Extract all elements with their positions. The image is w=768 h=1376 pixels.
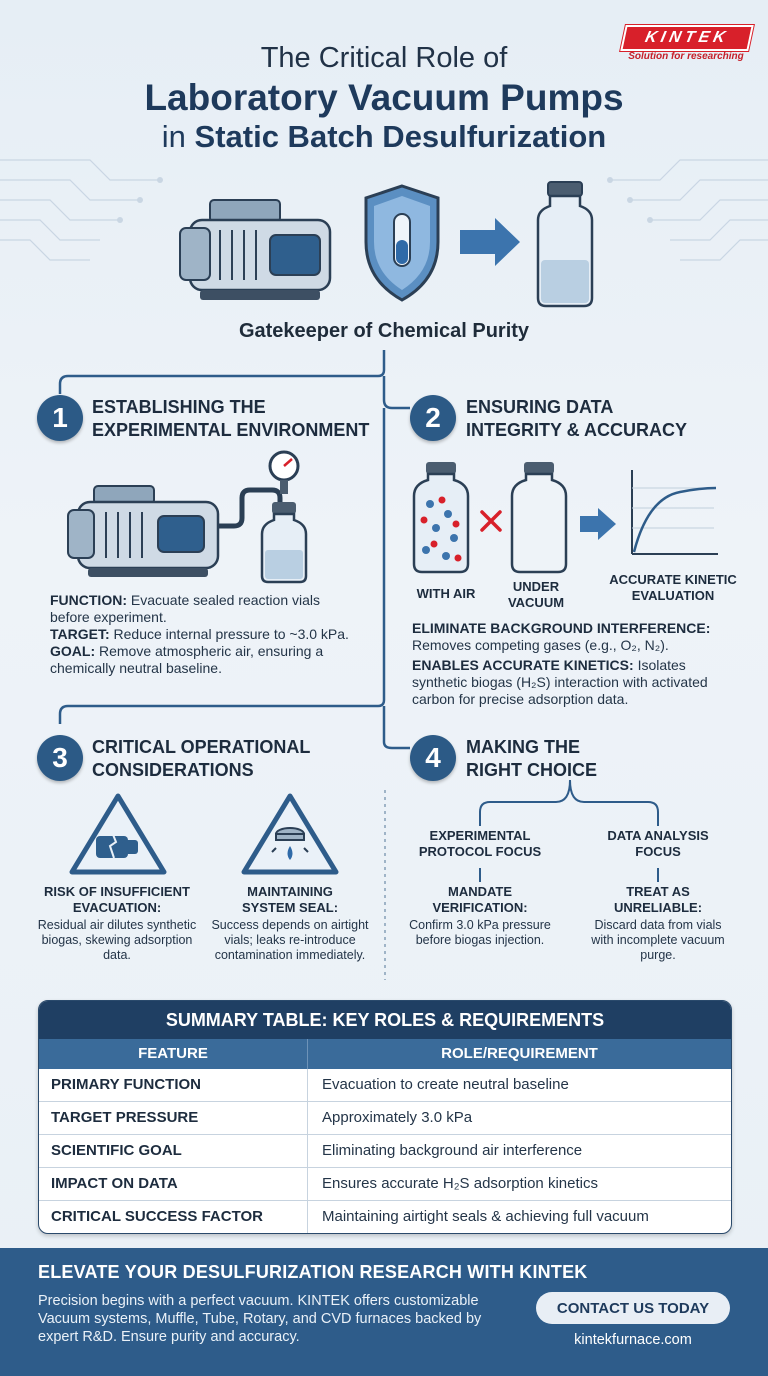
- branch-1-text: Confirm 3.0 kPa pressure before biogas injection.: [409, 918, 551, 947]
- risk-2-text: Success depends on airtight vials; leaks re-introduce contamination immediately.: [211, 918, 369, 962]
- arrow-right-icon: [460, 218, 520, 266]
- table-row: SCIENTIFIC GOAL Eliminating background air interference: [39, 1135, 731, 1168]
- kinetic-curve-icon: [632, 470, 718, 554]
- branch-2-text: Discard data from vials with incomplete vacuum purge.: [591, 918, 725, 962]
- branch-2-label: TREAT AS UNRELIABLE:: [613, 884, 703, 915]
- summary-table-title: SUMMARY TABLE: KEY ROLES & REQUIREMENTS: [39, 1001, 731, 1039]
- branch-2-heading: DATA ANALYSIS FOCUS: [607, 828, 709, 859]
- summary-table: [38, 1000, 732, 1234]
- section-3-number: 3: [37, 735, 83, 781]
- table-row: CRITICAL SUCCESS FACTOR Maintaining airtight seals & achieving full vacuum: [39, 1201, 731, 1233]
- header-role-requirement: ROLE/REQUIREMENT: [441, 1045, 598, 1062]
- section-1-details: FUNCTION: Evacuate sealed reaction vials before experiment. TARGET: Reduce internal pressure to ~3.0 kPa. GOAL: Remove atmospheric air, ensuring a chemically neutral baseline.: [50, 592, 349, 676]
- contact-us-button[interactable]: CONTACT US TODAY: [536, 1292, 730, 1324]
- section-3-title: CRITICAL OPERATIONAL CONSIDERATIONS: [92, 737, 311, 780]
- footer-title: ELEVATE YOUR DESULFURIZATION RESEARCH WITH KINTEK: [38, 1262, 588, 1282]
- risk-2-label: MAINTAINING SYSTEM SEAL:: [241, 884, 339, 915]
- arrow-right-icon: [580, 508, 616, 540]
- section-1-number: 1: [37, 395, 83, 441]
- warning-pump-icon: [66, 790, 170, 878]
- risk-1-text: Residual air dilutes synthetic biogas, skewing adsorption data.: [37, 918, 197, 962]
- title-line-3: in Static Batch Desulfurization: [161, 119, 607, 154]
- vacuum-pump-icon: [68, 486, 218, 577]
- risk-1-label: RISK OF INSUFFICIENT EVACUATION:: [44, 884, 190, 915]
- section-4-title: MAKING THE RIGHT CHOICE: [466, 737, 598, 780]
- hero-subtitle: Gatekeeper of Chemical Purity: [238, 320, 530, 342]
- kintek-logo: KINTEK: [620, 25, 754, 51]
- section-4-number: 4: [410, 735, 456, 781]
- section-1-title: ESTABLISHING THE EXPERIMENTAL ENVIRONMENT: [92, 397, 370, 440]
- brand-tagline: Solution for researching: [628, 51, 744, 62]
- warning-seal-icon: [238, 790, 342, 878]
- vial-icon: [262, 502, 306, 582]
- cross-mark-icon: [482, 512, 500, 530]
- caption-kinetic-evaluation: ACCURATE KINETIC EVALUATION: [609, 572, 737, 603]
- table-row: PRIMARY FUNCTION Evacuation to create neutral baseline: [39, 1069, 731, 1102]
- vial-under-vacuum-icon: [512, 462, 566, 572]
- air-vs-vacuum-illustration: [410, 458, 740, 578]
- header-feature: FEATURE: [39, 1039, 308, 1069]
- branch-1-heading: EXPERIMENTAL PROTOCOL FOCUS: [418, 828, 542, 859]
- section-2-number: 2: [410, 395, 456, 441]
- hero-illustration: [170, 180, 600, 310]
- title-line-2: Laboratory Vacuum Pumps: [144, 77, 624, 118]
- vial-icon: [538, 182, 592, 306]
- footer-text: Precision begins with a perfect vacuum. KINTEK offers customizable Vacuum systems, Muffle, Tube, Rotary, and CVD furnaces backed by expert R&D. Ensure purity and accuracy.: [38, 1293, 482, 1345]
- website-link[interactable]: kintekfurnace.com: [574, 1332, 692, 1348]
- vial-with-air-icon: [414, 462, 468, 572]
- table-row: IMPACT ON DATA Ensures accurate H₂S adsorption kinetics: [39, 1168, 731, 1201]
- section-2-title: ENSURING DATA INTEGRITY & ACCURACY: [466, 397, 688, 440]
- caption-with-air: WITH AIR: [416, 586, 476, 601]
- table-row: TARGET PRESSURE Approximately 3.0 kPa: [39, 1102, 731, 1135]
- branch-1-label: MANDATE VERIFICATION:: [432, 884, 528, 915]
- caption-under-vacuum: UNDER VACUUM: [507, 579, 565, 610]
- section-divider: [383, 790, 387, 980]
- title-line-1: The Critical Role of: [260, 42, 508, 74]
- summary-table-header: [39, 1039, 731, 1069]
- vacuum-pump-icon: [180, 200, 330, 300]
- pump-vial-gauge-illustration: [62, 450, 352, 585]
- shield-test-tube-icon: [366, 186, 438, 300]
- section-2-details: ELIMINATE BACKGROUND INTERFERENCE: Removes competing gases (e.g., O₂, N₂). ENABLES ACCURATE KINETICS: Isolates synthetic biogas (H₂S) interaction with activated carbon for precise adsorption data.: [412, 620, 711, 707]
